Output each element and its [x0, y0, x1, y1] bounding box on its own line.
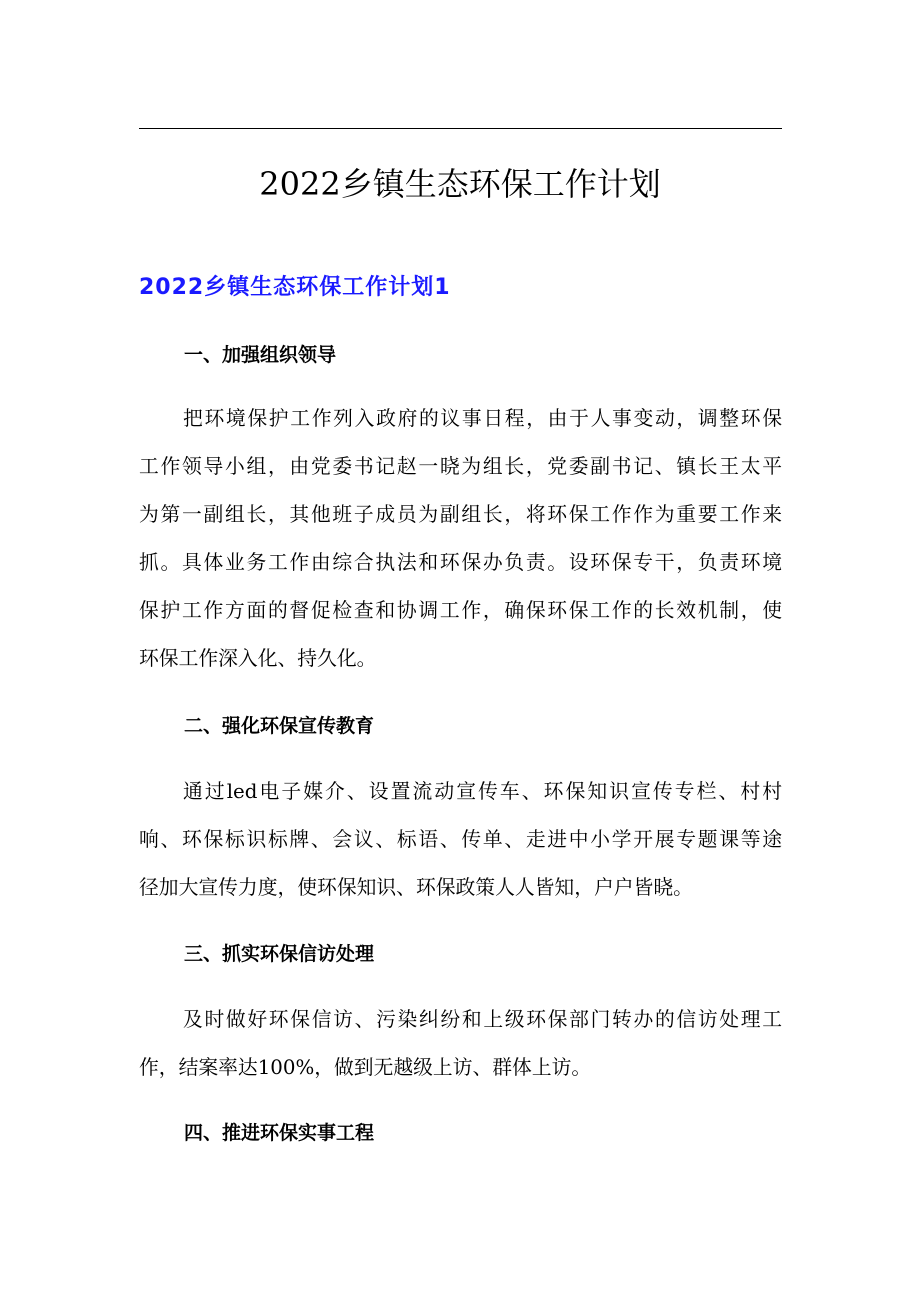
section-paragraph-2 — [139, 768, 782, 912]
paragraph-line: 工作领导小组，由党委书记赵一晓为组长，党委副书记、镇长王太平 — [139, 455, 782, 478]
header-rule — [139, 128, 782, 129]
paragraph-line: 把环境保护工作列入政府的议事日程，由于人事变动，调整环保 — [183, 407, 782, 430]
paragraph-line: 抓。具体业务工作由综合执法和环保办负责。设环保专干，负责环境 — [139, 551, 782, 574]
paragraph-line: 保护工作方面的督促检查和协调工作，确保环保工作的长效机制，使 — [139, 599, 782, 622]
paragraph-line: 为第一副组长，其他班子成员为副组长，将环保工作作为重要工作来 — [139, 503, 782, 526]
section-heading-4: 四、推进环保实事工程 — [184, 1122, 375, 1144]
paragraph-line: 通过led电子媒介、设置流动宣传车、环保知识宣传专栏、村村 — [183, 780, 782, 803]
paragraph-line: 径加大宣传力度，使环保知识、环保政策人人皆知，户户皆晓。 — [139, 876, 693, 899]
paragraph-line: 响、环保标识标牌、会议、标语、传单、走进中小学开展专题课等途 — [139, 828, 782, 851]
section-heading-1: 一、加强组织领导 — [184, 344, 337, 366]
section-paragraph-3 — [139, 996, 782, 1092]
section-heading-2: 二、强化环保宣传教育 — [184, 715, 375, 737]
paragraph-line: 作，结案率达100%，做到无越级上访、群体上访。 — [139, 1056, 592, 1079]
section-heading-3: 三、抓实环保信访处理 — [184, 943, 375, 965]
paragraph-line: 环保工作深入化、持久化。 — [139, 647, 377, 670]
document-title: 2022乡镇生态环保工作计划 — [259, 165, 661, 203]
section-subtitle: 2022乡镇生态环保工作计划1 — [139, 275, 451, 300]
paragraph-line: 及时做好环保信访、污染纠纷和上级环保部门转办的信访处理工 — [183, 1008, 782, 1031]
section-paragraph-1 — [139, 395, 782, 683]
